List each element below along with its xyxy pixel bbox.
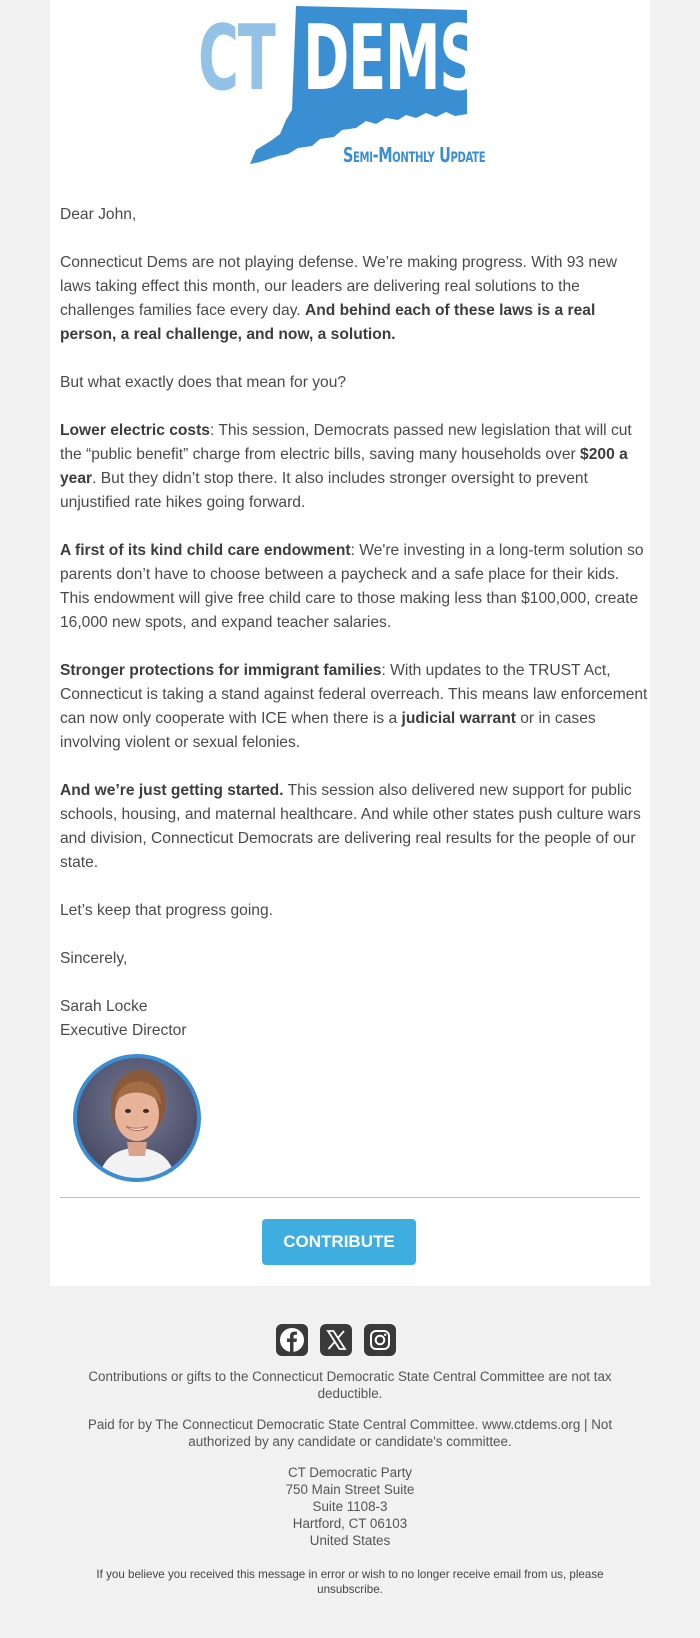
- portrait-image: [77, 1058, 197, 1178]
- intro-bold: And behind each of these laws is a real person, a real challenge, and now, a solution.: [60, 302, 596, 343]
- started-heading: And we’re just getting started.: [60, 782, 284, 799]
- greeting: Dear John,: [60, 206, 137, 223]
- electric-text-a: : This session, Democrats passed new legislation that will cut the “public benefit” charge from electric bills, saving many households over: [60, 422, 632, 463]
- immigrant-heading: Stronger protections for immigrant families: [60, 662, 382, 679]
- closing: Sincerely,: [60, 950, 128, 967]
- unsubscribe-link[interactable]: unsubscribe.: [317, 1583, 383, 1596]
- address-line-5: United States: [309, 1533, 391, 1548]
- childcare-heading: A first of its kind child care endowment: [60, 542, 351, 559]
- mailing-address: [70, 1464, 630, 1549]
- address-line-2: 750 Main Street Suite: [285, 1482, 415, 1497]
- started-text: This session also delivered new support for public schools, housing, and maternal healthcare. And while other states push culture wars and division, Connecticut Democrats are delivering real results for the people of our state.: [60, 782, 641, 871]
- paragraph-electric: [60, 419, 650, 515]
- logo-subtitle-text: Semi-Monthly Update: [343, 143, 486, 167]
- electric-text-b: . But they didn’t stop there. It also includes stronger oversight to prevent unjustified rate hikes going forward.: [60, 470, 588, 511]
- paragraph-started: [60, 779, 650, 875]
- unsubscribe-notice: [80, 1567, 620, 1597]
- paragraph-question: But what exactly does that mean for you?: [60, 374, 347, 391]
- paid-for-notice: Paid for by The Connecticut Democratic State Central Committee. www.ctdems.org | Not authorized by any candidate or candidate's committee.: [87, 1417, 613, 1449]
- immigrant-text-b: or in cases involving violent or sexual felonies.: [60, 710, 596, 751]
- electric-amount: $200 a year: [60, 446, 628, 487]
- instagram-icon: [364, 1324, 396, 1356]
- ct-dems-logo: [50, 0, 650, 175]
- paragraph-immigrant: [60, 659, 650, 755]
- facebook-link[interactable]: [276, 1324, 308, 1356]
- divider: [60, 1197, 640, 1198]
- letter-body: [60, 203, 650, 1043]
- email-card: [50, 0, 650, 1286]
- electric-heading: Lower electric costs: [60, 422, 210, 439]
- logo-ct-text: CT: [198, 6, 275, 111]
- paragraph-intro: [60, 251, 650, 347]
- immigrant-text-a: : With updates to the TRUST Act, Connecticut is taking a stand against federal overreach. This means law enforcement can now only cooperate with ICE when there is a: [60, 662, 648, 727]
- signer-name: Sarah Locke: [60, 998, 148, 1015]
- signer-title: Executive Director: [60, 1022, 187, 1039]
- address-line-3: Suite 1108-3: [312, 1499, 388, 1514]
- immigrant-warrant: judicial warrant: [401, 710, 516, 727]
- x-link[interactable]: [320, 1324, 352, 1356]
- facebook-icon: [276, 1324, 308, 1356]
- intro-text: Connecticut Dems are not playing defense. We’re making progress. With 93 new laws taking effect this month, our leaders are delivering real solutions to the challenges families face every day.: [60, 254, 618, 319]
- x-icon: [320, 1324, 352, 1356]
- address-line-4: Hartford, CT 06103: [292, 1516, 408, 1531]
- social-links: [0, 1324, 700, 1358]
- tax-notice: Contributions or gifts to the Connecticut Democratic State Central Committee are not tax deductible.: [88, 1369, 612, 1401]
- paragraph-progress: Let’s keep that progress going.: [60, 902, 273, 919]
- childcare-text: : We're investing in a long-term solution so parents don’t have to choose between a paycheck and a safe place for their kids. This endowment will give free child care to those making less than $100,000, create 16,000 new spots, and expand teacher salaries.: [60, 542, 644, 631]
- avatar: [73, 1054, 201, 1182]
- unsubscribe-text: If you believe you received this message in error or wish to no longer receive email from us, please: [96, 1568, 604, 1581]
- address-line-1: CT Democratic Party: [287, 1465, 412, 1480]
- contribute-button[interactable]: CONTRIBUTE: [262, 1219, 416, 1265]
- paragraph-childcare: [60, 539, 650, 635]
- instagram-link[interactable]: [364, 1324, 396, 1356]
- logo-subtitle: [343, 144, 485, 166]
- logo-dems-text: DEMS: [303, 6, 479, 111]
